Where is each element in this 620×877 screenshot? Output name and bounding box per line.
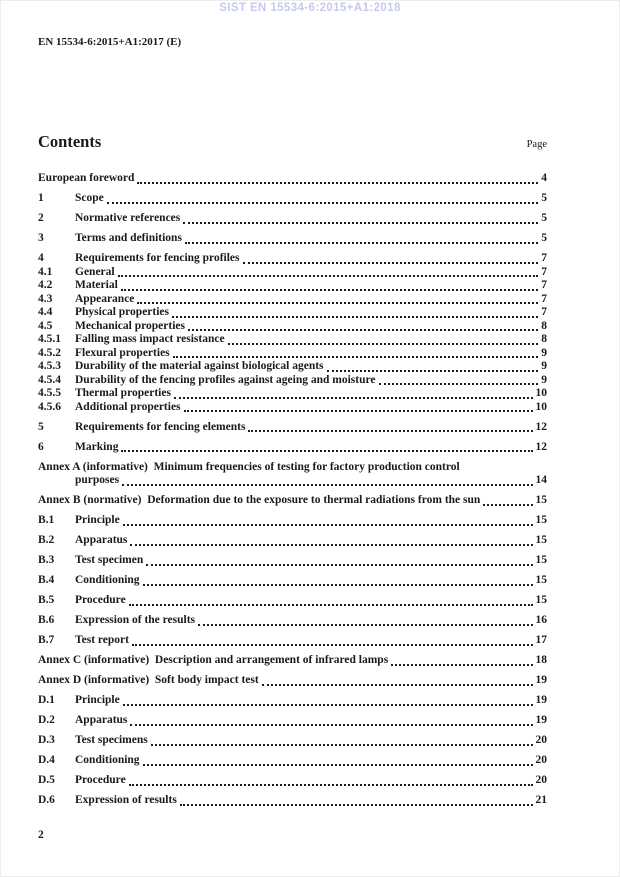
dot-leader: [262, 684, 533, 686]
toc-entry[interactable]: [38, 694, 547, 708]
toc-entry-title: Principle: [75, 694, 120, 706]
toc-entry[interactable]: [38, 461, 547, 475]
toc-entry-page: 7: [541, 252, 547, 264]
toc-entry-number: B.1: [38, 514, 55, 526]
toc-entry[interactable]: [38, 574, 547, 588]
toc-entry-number: 4.5: [38, 319, 53, 332]
toc-entry[interactable]: [38, 714, 547, 728]
toc-entry-page: 9: [541, 360, 547, 372]
toc-entry-number: 4.2: [38, 279, 53, 291]
toc-entry-title: Annex C (informative) Description and arrangement of infrared lamps: [38, 654, 389, 666]
toc-entry-number: 4.4: [38, 306, 53, 318]
toc-entry[interactable]: [38, 172, 547, 186]
dot-leader: [185, 242, 538, 244]
page-column-label: Page: [526, 139, 547, 150]
toc-entry[interactable]: [38, 554, 547, 568]
toc-entry-page: 19: [535, 714, 547, 726]
contents-heading: Contents: [38, 132, 102, 151]
toc-entry[interactable]: [38, 614, 547, 628]
dot-leader: [121, 289, 538, 291]
toc-entry-page: 7: [541, 279, 547, 291]
dot-leader: [132, 644, 533, 646]
toc-entry-title: Thermal properties: [75, 387, 171, 399]
toc-entry[interactable]: [38, 360, 547, 374]
toc-entry[interactable]: [38, 494, 547, 508]
toc-entry-title: Requirements for fencing profiles: [75, 252, 240, 264]
dot-leader: [122, 484, 532, 486]
toc-entry-number: 3: [38, 232, 44, 244]
dot-leader: [123, 704, 533, 706]
toc-entry-title: Procedure: [75, 774, 126, 786]
toc-entry[interactable]: [38, 212, 547, 226]
toc-entry-number: D.6: [38, 794, 55, 806]
watermark: SIST EN 15534-6:2015+A1:2018: [219, 2, 401, 14]
toc-entry[interactable]: [38, 192, 547, 206]
toc-entry[interactable]: [38, 674, 547, 688]
toc-entry[interactable]: [38, 774, 547, 788]
toc-entry-title: Annex B (normative) Deformation due to the exposure to thermal radiations from the sun: [38, 494, 481, 506]
toc-entry-page: 10: [535, 387, 547, 399]
dot-leader: [121, 450, 532, 452]
document-reference: EN 15534-6:2015+A1:2017 (E): [38, 36, 182, 48]
dot-leader: [172, 316, 538, 318]
toc-entry[interactable]: [38, 634, 547, 648]
toc-entry-title: Normative references: [75, 212, 181, 224]
toc-entry-page: 19: [535, 674, 547, 686]
toc-entry-number: 4: [38, 252, 44, 264]
toc-entry-title: Material: [75, 279, 118, 291]
toc-entry-title: Test report: [75, 634, 129, 646]
toc-entry-page: 15: [535, 574, 547, 586]
toc-entry-page: 17: [535, 634, 547, 646]
toc-entry[interactable]: [38, 306, 547, 320]
toc-entry-page: 15: [535, 514, 547, 526]
dot-leader: [143, 584, 533, 586]
toc-entry-page: 9: [541, 373, 547, 386]
toc-entry[interactable]: [38, 374, 547, 388]
toc-entry-number: 4.5.3: [38, 360, 61, 372]
toc-entry-number: D.3: [38, 734, 55, 746]
dot-leader: [151, 744, 533, 746]
toc-entry[interactable]: [38, 594, 547, 608]
dot-leader: [137, 302, 538, 304]
toc-entry-page: 15: [535, 534, 547, 546]
toc-entry-title: Additional properties: [75, 400, 181, 413]
toc-entry-page: 19: [535, 694, 547, 706]
toc-entry-number: 1: [38, 192, 44, 204]
toc-entry-page: 15: [535, 554, 547, 566]
toc-entry[interactable]: [38, 734, 547, 748]
page-number: 2: [38, 829, 44, 841]
toc-entry-title: Requirements for fencing elements: [75, 420, 246, 433]
dot-leader: [118, 275, 539, 277]
toc-entry-title: Marking: [75, 440, 119, 453]
toc-entry-number: 5: [38, 420, 44, 433]
dot-leader: [143, 764, 533, 766]
dot-leader: [198, 624, 532, 626]
dot-leader: [180, 804, 533, 806]
toc-entry-page: 7: [541, 292, 547, 305]
toc-entry-title: Principle: [75, 514, 120, 526]
toc-entry-page: 20: [535, 734, 547, 746]
toc-entry-number: B.4: [38, 574, 55, 586]
toc-entry[interactable]: [38, 534, 547, 548]
dot-leader: [248, 430, 532, 432]
toc-entry[interactable]: [38, 293, 547, 307]
toc-entry-title: Physical properties: [75, 306, 170, 318]
dot-leader: [123, 524, 533, 526]
toc-entry-title: Procedure: [75, 594, 126, 606]
toc-entry-title: Annex D (informative) Soft body impact test: [38, 674, 259, 686]
table-of-contents: [38, 172, 547, 808]
toc-entry-title: purposes: [75, 474, 120, 486]
toc-entry-title: Expression of the results: [75, 614, 196, 626]
dot-leader: [188, 329, 538, 331]
toc-entry-page: 5: [541, 212, 547, 224]
dot-leader: [130, 544, 532, 546]
toc-entry-page: 7: [541, 306, 547, 318]
toc-entry[interactable]: [38, 232, 547, 246]
toc-entry-number: 4.5.4: [38, 373, 61, 386]
toc-entry[interactable]: [38, 333, 547, 347]
dot-leader: [391, 664, 532, 666]
toc-entry-title: Apparatus: [75, 534, 128, 546]
toc-entry-page: 4: [541, 172, 547, 184]
toc-entry-title: General: [75, 265, 115, 278]
toc-entry-number: B.6: [38, 614, 55, 626]
toc-entry[interactable]: [38, 266, 547, 280]
toc-entry-number: 4.3: [38, 292, 53, 305]
toc-entry-number: D.4: [38, 754, 55, 766]
dot-leader: [228, 343, 539, 345]
toc-entry[interactable]: [38, 474, 547, 488]
toc-entry-number: D.2: [38, 714, 55, 726]
toc-entry-page: 9: [541, 346, 547, 359]
toc-entry-page: 8: [541, 319, 547, 332]
toc-entry-number: B.7: [38, 634, 55, 646]
toc-entry-number: B.5: [38, 594, 55, 606]
dot-leader: [379, 383, 539, 385]
toc-entry-page: 12: [535, 420, 547, 433]
toc-entry[interactable]: [38, 279, 547, 293]
toc-entry-number: 4.1: [38, 265, 53, 278]
toc-entry[interactable]: [38, 320, 547, 334]
toc-entry-title: Terms and definitions: [75, 232, 182, 244]
dot-leader: [184, 410, 533, 412]
toc-entry[interactable]: [38, 421, 547, 435]
dot-leader: [183, 222, 538, 224]
dot-leader: [173, 356, 539, 358]
toc-entry-title: Mechanical properties: [75, 319, 185, 332]
toc-entry-page: 8: [541, 333, 547, 345]
toc-entry[interactable]: [38, 654, 547, 668]
toc-entry[interactable]: [38, 441, 547, 455]
toc-entry-title: Scope: [75, 192, 104, 204]
toc-entry-title: Apparatus: [75, 714, 128, 726]
dot-leader: [129, 604, 533, 606]
dot-leader: [130, 724, 532, 726]
dot-leader: [129, 784, 533, 786]
toc-entry-page: 21: [535, 794, 547, 806]
toc-entry-title: Falling mass impact resistance: [75, 333, 225, 345]
toc-entry-page: 10: [535, 400, 547, 413]
toc-entry-number: 4.5.6: [38, 400, 61, 413]
toc-entry-title: Expression of results: [75, 794, 177, 806]
toc-entry-number: 2: [38, 212, 44, 224]
toc-entry-title: Test specimen: [75, 554, 144, 566]
toc-entry-number: D.1: [38, 694, 55, 706]
toc-entry-title: Annex A (informative) Minimum frequencies of testing for factory production control: [38, 460, 460, 473]
toc-entry-title: Durability of the fencing profiles against ageing and moisture: [75, 373, 376, 386]
toc-entry-page: 14: [535, 474, 547, 486]
dot-leader: [146, 564, 532, 566]
toc-entry[interactable]: [38, 387, 547, 401]
toc-entry-page: 18: [535, 654, 547, 666]
toc-entry-number: D.5: [38, 774, 55, 786]
toc-entry[interactable]: [38, 794, 547, 808]
dot-leader: [327, 370, 539, 372]
toc-entry[interactable]: [38, 754, 547, 768]
toc-entry-page: 5: [541, 192, 547, 204]
dot-leader: [174, 397, 533, 399]
toc-entry-number: B.2: [38, 534, 55, 546]
toc-entry-number: 4.5.5: [38, 387, 61, 399]
toc-entry-page: 12: [535, 440, 547, 453]
toc-entry-page: 15: [535, 594, 547, 606]
dot-leader: [243, 262, 539, 264]
toc-entry-title: Test specimens: [75, 734, 148, 746]
dot-leader: [107, 202, 539, 204]
toc-entry-title: Appearance: [75, 292, 135, 305]
dot-leader: [483, 504, 532, 506]
toc-entry[interactable]: [38, 514, 547, 528]
toc-entry-page: 20: [535, 754, 547, 766]
toc-entry-number: 4.5.1: [38, 333, 61, 345]
toc-entry-number: 4.5.2: [38, 346, 61, 359]
toc-entry-title: Flexural properties: [75, 346, 170, 359]
toc-entry-page: 20: [535, 774, 547, 786]
toc-entry-page: 16: [535, 614, 547, 626]
toc-entry-title: Conditioning: [75, 574, 140, 586]
toc-entry[interactable]: [38, 401, 547, 415]
toc-entry-title: Conditioning: [75, 754, 140, 766]
toc-entry-number: 6: [38, 440, 44, 453]
toc-entry-page: 5: [541, 232, 547, 244]
toc-entry-number: B.3: [38, 554, 55, 566]
toc-entry-title: European foreword: [38, 172, 135, 184]
dot-leader: [137, 182, 538, 184]
contents-header-row: [38, 132, 547, 152]
toc-entry-page: 15: [535, 494, 547, 506]
toc-entry-title: Durability of the material against biological agents: [75, 360, 324, 372]
toc-entry-page: 7: [541, 265, 547, 278]
toc-entry[interactable]: [38, 347, 547, 361]
toc-entry[interactable]: [38, 252, 547, 266]
